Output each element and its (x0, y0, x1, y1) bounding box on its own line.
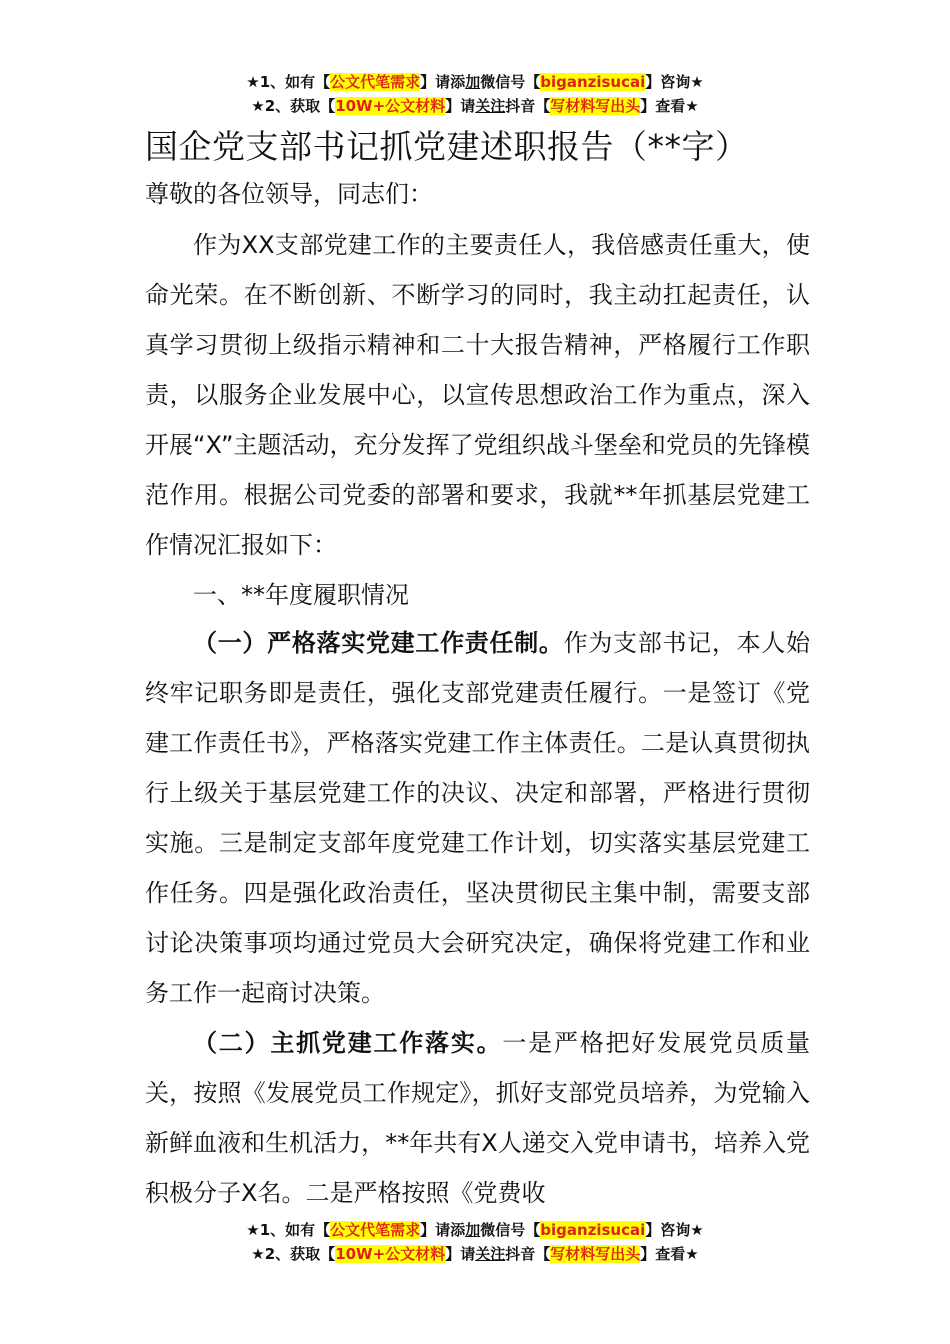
promo-line-1: ★1、如有【公文代笔需求】请添加微信号【biganzisucai】咨询★ (246, 73, 704, 91)
promo-highlight: 10W+公文材料 (335, 97, 446, 115)
item-2-body: 一是严格把好发展党员质量关，按照《发展党员工作规定》，抓好支部党员培养，为党输入新鲜血液和生机活力，**年共有X人递交入党申请书，培养入党积极分子X名。二是严格按照《党费收 (145, 1029, 810, 1207)
promo-line-2: ★2、获取【10W+公文材料】请关注抖音【写材料写出头】查看★ (251, 1245, 699, 1263)
promo-highlight: 公文代笔需求 (330, 1221, 421, 1239)
item-2-paragraph (145, 1018, 810, 1218)
item-1-paragraph (145, 618, 810, 1018)
promo-line-2: ★2、获取【10W+公文材料】请关注抖音【写材料写出头】查看★ (251, 97, 699, 115)
douyin-account: 写材料写出头 (550, 97, 641, 115)
wechat-id: biganzisucai (540, 73, 646, 91)
document-title: 国企党支部书记抓党建述职报告（**字） (145, 127, 749, 166)
item-1-title: （一）严格落实党建工作责任制。 (193, 629, 564, 657)
salutation: 尊敬的各位领导，同志们： (145, 180, 433, 208)
intro-paragraph: 作为XX支部党建工作的主要责任人，我倍感责任重大，使命光荣。在不断创新、不断学习的同时，我主动扛起责任，认真学习贯彻上级指示精神和二十大报告精神，严格履行工作职责，以服务企业发展中心，以宣传思想政治工作为重点，深入开展“X”主题活动，充分发挥了党组织战斗堡垒和党员的先锋模范作用。根据公司党委的部署和要求，我就**年抓基层党建工作情况汇报如下： (145, 231, 810, 559)
douyin-account: 写材料写出头 (550, 1245, 641, 1263)
section-heading: 一、**年度履职情况 (193, 581, 409, 609)
item-1-body: 作为支部书记，本人始终牢记职务即是责任，强化支部党建责任履行。一是签订《党建工作责任书》，严格落实党建工作主体责任。二是认真贯彻执行上级关于基层党建工作的决议、决定和部署，严格进行贯彻实施。三是制定支部年度党建工作计划，切实落实基层党建工作任务。四是强化政治责任，坚决贯彻民主集中制，需要支部讨论决策事项均通过党员大会研究决定，确保将党建工作和业务工作一起商讨决策。 (145, 629, 810, 1007)
wechat-id: biganzisucai (540, 1221, 646, 1239)
item-2-title: （二）主抓党建工作落实。 (193, 1029, 503, 1057)
promo-banner-bottom (0, 1218, 950, 1266)
promo-highlight: 公文代笔需求 (330, 73, 421, 91)
promo-highlight: 10W+公文材料 (335, 1245, 446, 1263)
promo-banner-top (0, 70, 950, 118)
promo-line-1: ★1、如有【公文代笔需求】请添加微信号【biganzisucai】咨询★ (246, 1221, 704, 1239)
